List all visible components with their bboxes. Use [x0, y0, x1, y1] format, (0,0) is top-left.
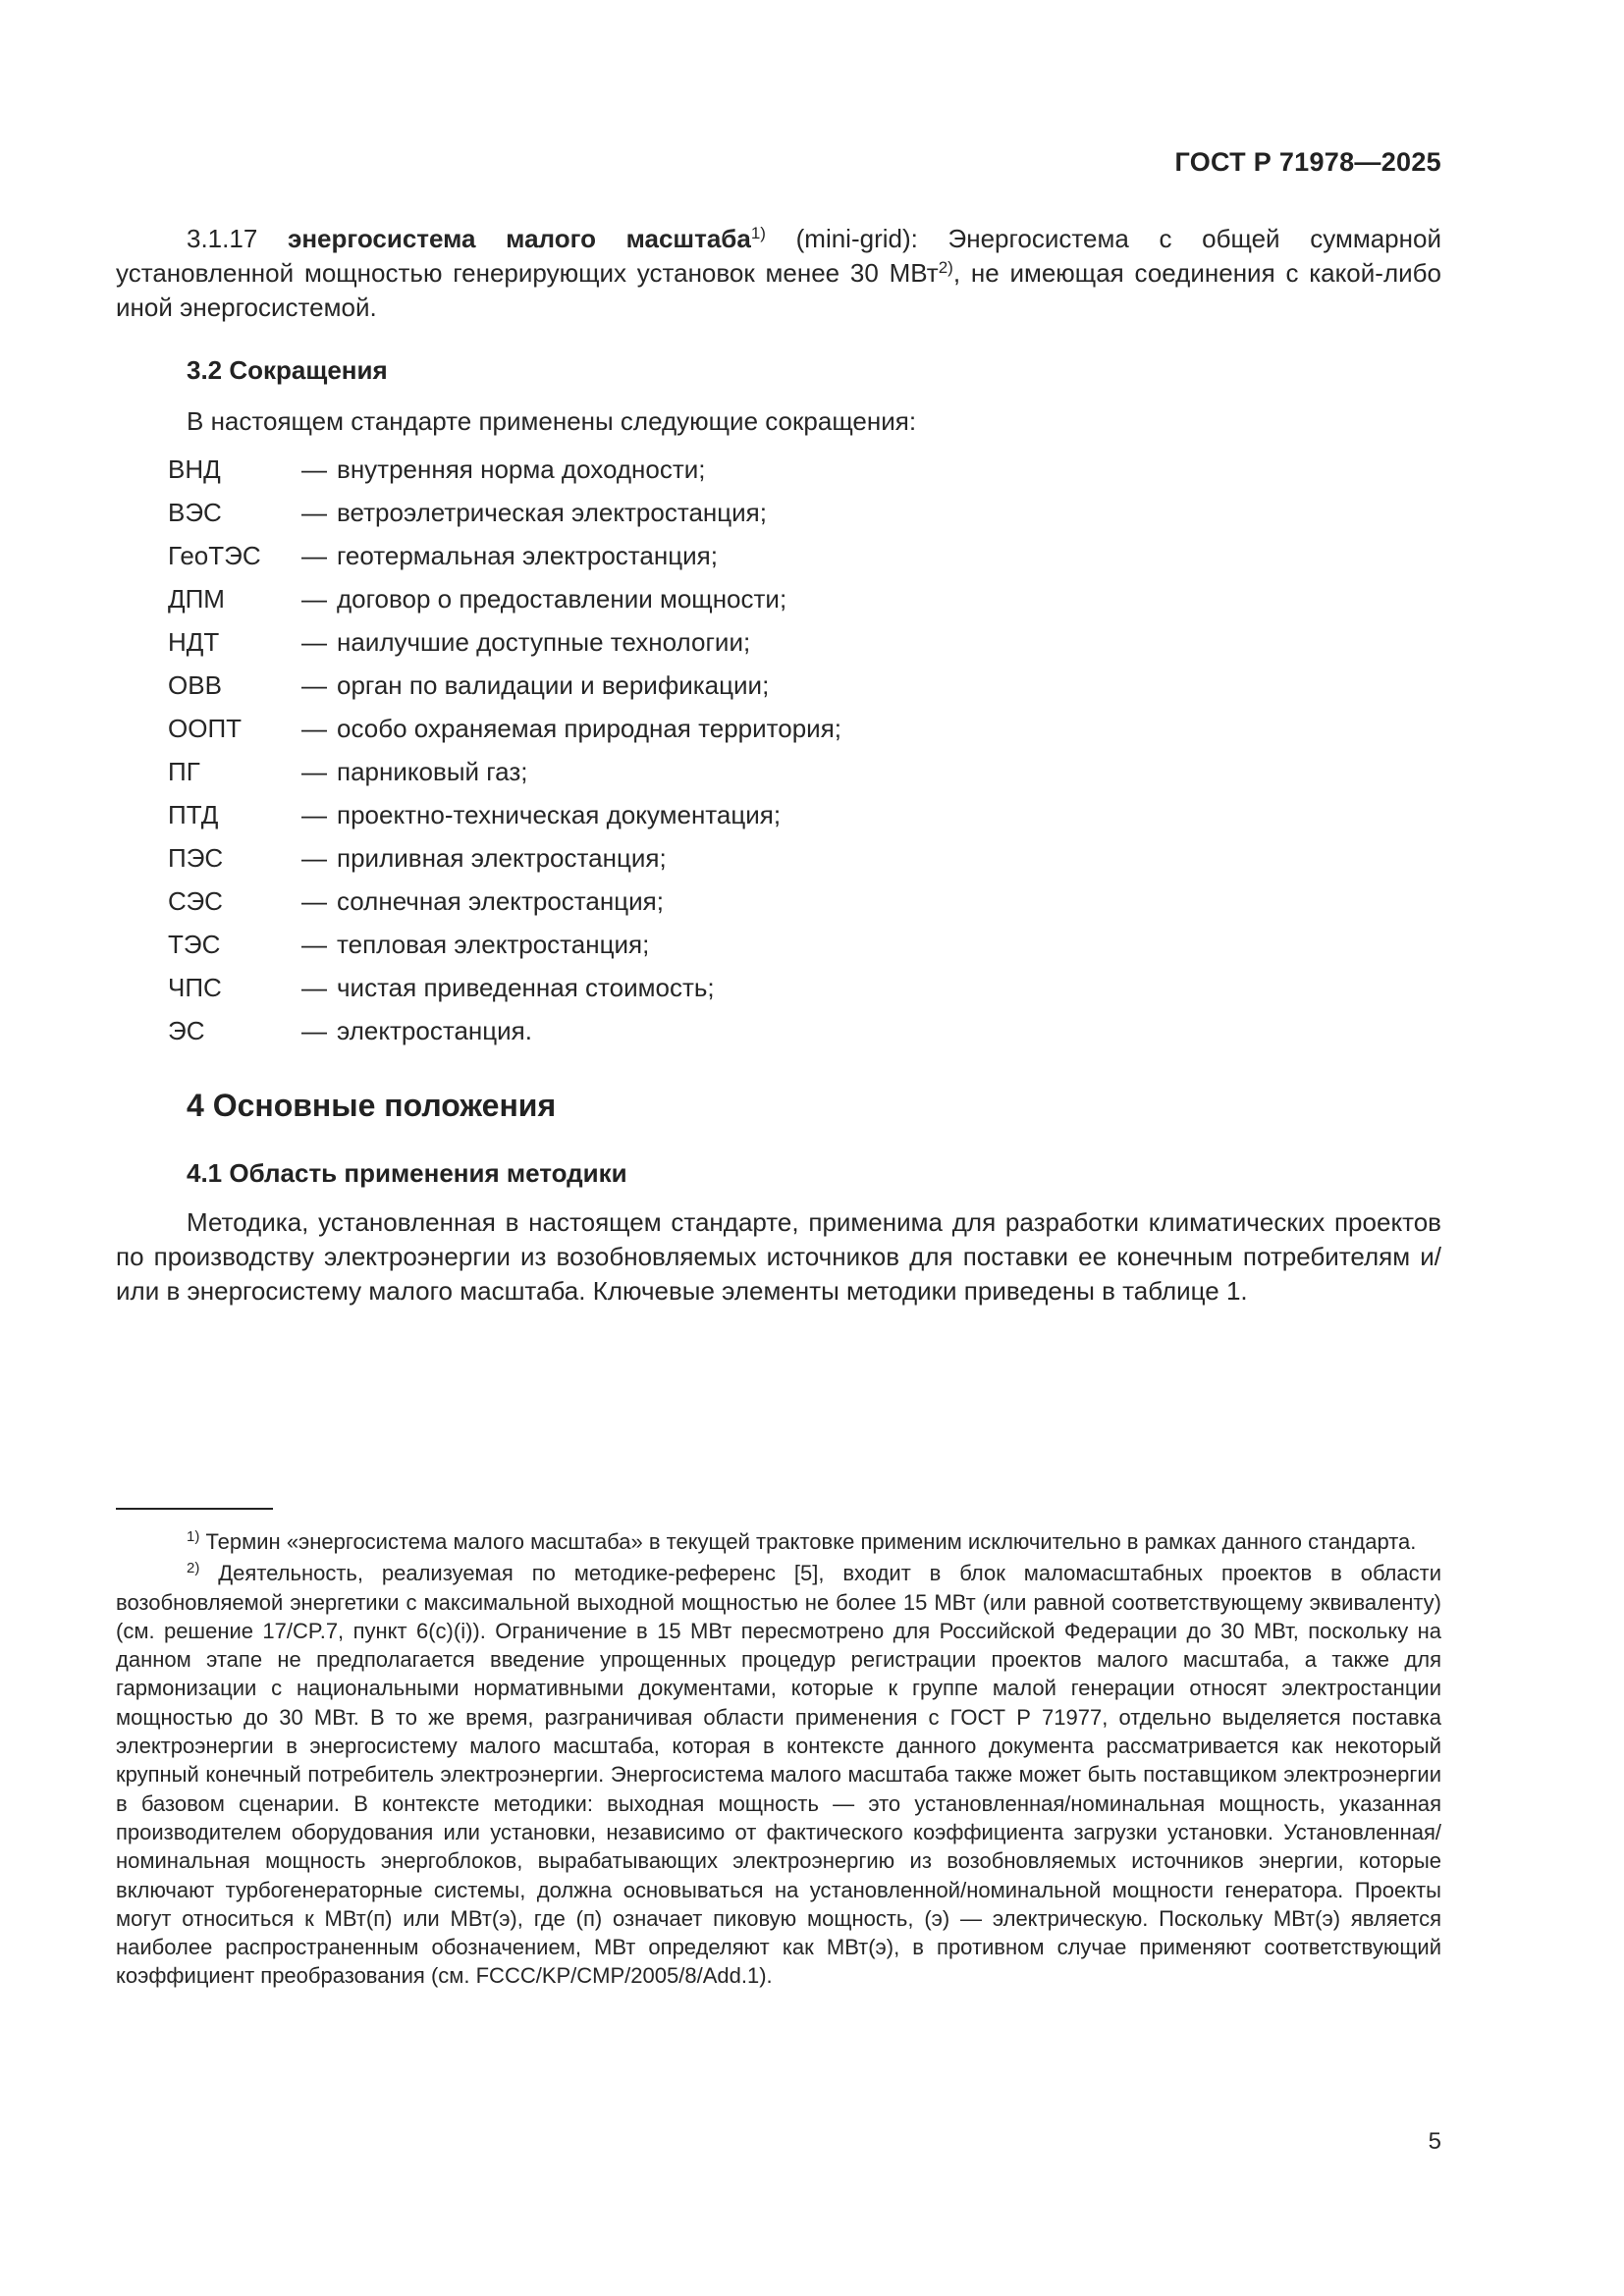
abbreviation-definition: чистая приведенная стоимость; [337, 973, 715, 1002]
abbreviation-item [168, 707, 1441, 750]
abbreviation-item [168, 793, 1441, 836]
definition-paragraph [116, 222, 1441, 325]
abbreviation-code: ООПТ [168, 714, 243, 743]
intro-text: В настоящем стандарте применены следующие сокращения: [187, 406, 917, 436]
dash-separator: — [301, 757, 327, 786]
abbreviation-list [116, 448, 1441, 1052]
footnote-ref-2[interactable]: 2) [938, 258, 953, 277]
abbreviation-code: ПТД [168, 800, 219, 829]
abbreviation-definition: орган по валидации и верификации; [337, 670, 770, 700]
dash-separator: — [301, 1016, 327, 1045]
abbreviation-definition: геотермальная электростанция; [337, 541, 718, 570]
abbreviation-item [168, 664, 1441, 707]
abbreviation-definition: тепловая электростанция; [337, 930, 650, 959]
abbreviation-definition: солнечная электростанция; [337, 886, 664, 916]
abbreviation-definition: ветроэлетрическая электростанция; [337, 498, 767, 527]
clause-number: 3.1.17 [187, 224, 258, 253]
footnote-1 [116, 1527, 1441, 1556]
definition-3-1-17 [116, 222, 1441, 325]
definition-text-end: , не имеющая соединения с какой-либо иной энергосистемой. [116, 258, 1441, 322]
abbreviation-code: НДТ [168, 627, 220, 657]
section-4-1 [116, 1158, 1441, 1189]
body-paragraph: Методика, установленная в настоящем стандарте, применима для разработки климатических проектов по производству электроэнергии из возобновляемых источников для поставки ее конечным потребителям и/или в энергосистему малого масштаба. Ключевые элементы методики приведены в таблице 1. [116, 1207, 1441, 1306]
dash-separator: — [301, 843, 327, 873]
abbreviation-definition: договор о предоставлении мощности; [337, 584, 787, 614]
dash-separator: — [301, 670, 327, 700]
abbreviation-definition: электростанция. [337, 1016, 532, 1045]
abbreviation-definition: внутренняя норма доходности; [337, 454, 706, 484]
abbreviation-item [168, 1009, 1441, 1052]
english-term: (mini-grid): [795, 224, 918, 253]
footnote-marker: 2) [187, 1560, 200, 1577]
abbreviation-code: ДПМ [168, 584, 225, 614]
abbreviation-definition: особо охраняемая природная территория; [337, 714, 841, 743]
dash-separator: — [301, 714, 327, 743]
abbreviation-definition: проектно-техническая документация; [337, 800, 782, 829]
section-4-1-body [116, 1205, 1441, 1308]
abbreviation-code: ТЭС [168, 930, 221, 959]
definition-text: Энергосистема с общей суммарной установленной мощностью генерирующих установок менее 30 МВт [116, 224, 1441, 288]
abbreviation-item [168, 577, 1441, 620]
abbreviation-item [168, 836, 1441, 880]
dash-separator: — [301, 800, 327, 829]
dash-separator: — [301, 498, 327, 527]
abbreviation-code: ОВВ [168, 670, 222, 700]
abbreviation-item [168, 620, 1441, 664]
abbreviation-item [168, 966, 1441, 1009]
abbreviation-list-container [116, 448, 1441, 1052]
abbreviation-code: СЭС [168, 886, 223, 916]
footnote-ref-1[interactable]: 1) [750, 224, 766, 242]
abbreviation-item [168, 491, 1441, 534]
section-3-2-intro [116, 406, 1441, 437]
document-header-id: ГОСТ Р 71978—2025 [1174, 147, 1441, 177]
dash-separator: — [301, 454, 327, 484]
page-number: 5 [1428, 2128, 1441, 2155]
abbreviation-item [168, 750, 1441, 793]
dash-separator: — [301, 930, 327, 959]
defined-term: энергосистема малого масштаба [287, 224, 751, 253]
footnote-text: Термин «энергосистема малого масштаба» в текущей трактовке применим исключительно в рамках данного стандарта. [205, 1529, 1417, 1554]
abbreviation-code: ЭС [168, 1016, 205, 1045]
abbreviation-item [168, 923, 1441, 966]
abbreviation-definition: приливная электростанция; [337, 843, 667, 873]
section-heading: 3.2 Сокращения [187, 355, 388, 385]
dash-separator: — [301, 973, 327, 1002]
abbreviation-definition: парниковый газ; [337, 757, 528, 786]
footnotes [116, 1527, 1441, 1994]
abbreviation-item [168, 880, 1441, 923]
dash-separator: — [301, 886, 327, 916]
dash-separator: — [301, 584, 327, 614]
footnote-2 [116, 1559, 1441, 1990]
abbreviation-item [168, 534, 1441, 577]
footnote-text: Деятельность, реализуемая по методике-референс [5], входит в блок маломасштабных проектов в области возобновляемой энергетики с максимальной выходной мощностью не более 15 МВт (или равной соответствующему эквиваленту) (см. решение 17/CP.7, пункт 6(c)(i)). Ограничение в 15 МВт пересмотрено для Российской Федерации до 30 МВт, поскольку на данном этапе не предполагается введение упрощенных процедур регистрации проектов малого масштаба, а также для гармонизации с национальными нормативными документами, которые к группе малой генерации относят электростанции мощностью до 30 МВт. В то же время, разграничивая области применения с ГОСТ Р 71977, отдельно выделяется поставка электроэнергии в энергосистему малого масштаба, которая в контексте данного документа рассматривается как некоторый крупный конечный потребитель электроэнергии. Энергосистема малого масштаба также может быть поставщиком электроэнергии в базовом сценарии. В контексте методики: выходная мощность — это установленная/номинальная мощность, указанная производителем оборудования или установки, независимо от фактического коэффициента загрузки установки. Установленная/номинальная мощность энергоблоков, вырабатывающих электроэнергию из возобновляемых источников энергии, которые включают турбогенераторные системы, должна основываться на установленной/номинальной мощности генератора. Проекты могут относиться к МВт(п) или МВт(э), где (п) означает пиковую мощность, (э) — электрическую. Поскольку МВт(э) является наиболее распространенным обозначением, МВт определяют как МВт(э), в противном случае применяют соответствующий коэффициент преобразования (см. FCCC/KP/CMP/2005/8/Add.1). [116, 1561, 1441, 1989]
dash-separator: — [301, 541, 327, 570]
section-4 [116, 1088, 1441, 1124]
dash-separator: — [301, 627, 327, 657]
abbreviation-code: ВНД [168, 454, 221, 484]
abbreviation-code: ПЭС [168, 843, 224, 873]
section-3-2 [116, 355, 1441, 386]
abbreviation-code: ПГ [168, 757, 200, 786]
abbreviation-code: ЧПС [168, 973, 222, 1002]
abbreviation-item [168, 448, 1441, 491]
subsection-heading: 4.1 Область применения методики [187, 1158, 627, 1188]
abbreviation-definition: наилучшие доступные технологии; [337, 627, 751, 657]
footnote-separator [116, 1508, 273, 1510]
footnote-marker: 1) [187, 1528, 200, 1545]
section-heading: 4 Основные положения [187, 1088, 557, 1123]
abbreviation-code: ВЭС [168, 498, 222, 527]
abbreviation-code: ГеоТЭС [168, 541, 261, 570]
